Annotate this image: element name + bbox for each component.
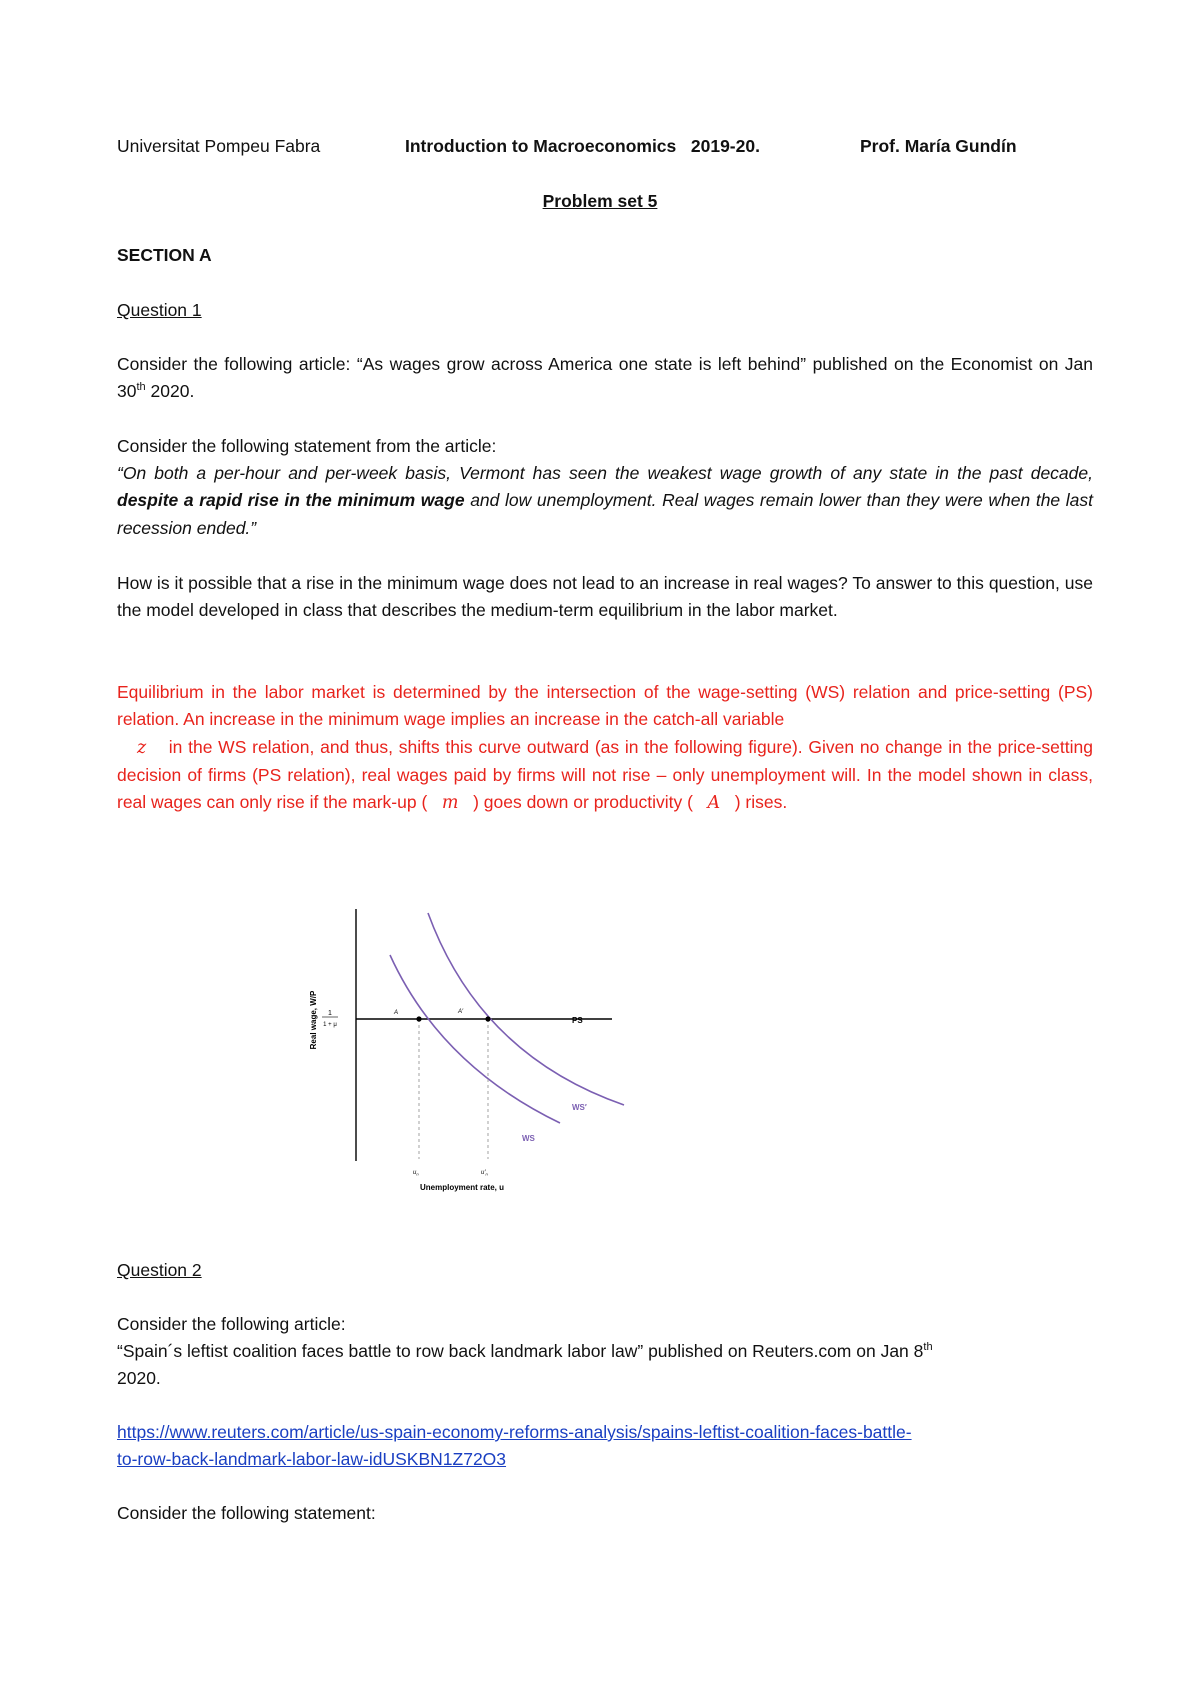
variable-z: z — [137, 737, 147, 758]
header-course — [405, 133, 760, 160]
header-course-name: Introduction to Macroeconomics — [405, 136, 677, 156]
header-university: Universitat Pompeu Fabra — [117, 136, 321, 156]
variable-m: m — [441, 793, 459, 814]
section-heading: SECTION A — [117, 245, 212, 265]
quote-text-end: and low unemployment. Real wages remain lower than they were when the last recession ended.” — [117, 490, 1093, 538]
question-1-intro — [117, 351, 1093, 406]
question-1-question: How is it possible that a rise in the minimum wage does not lead to an increase in real wages? To answer to this question, use the model developed in class that describes the medium-term equilibrium in the labor market. — [117, 573, 1093, 621]
u-n2-label — [481, 1170, 488, 1177]
question-2-lead: Consider the following article: — [117, 1314, 346, 1334]
article-superscript: th — [923, 1341, 933, 1354]
ps-level-denominator: 1 + μ — [323, 1022, 337, 1028]
u-n-symbol: u — [413, 1170, 417, 1176]
question-2-article-year: 2020. — [117, 1368, 161, 1388]
article-link-line-2[interactable]: to-row-back-landmark-labor-law-idUSKBN1Z72O3 — [117, 1449, 507, 1469]
intro-text-end: 2020. — [145, 381, 195, 402]
y-axis-label: Real wage, W/P — [309, 990, 318, 1050]
labor-market-figure — [300, 895, 760, 1195]
point-a-label: A — [394, 1010, 399, 1016]
answer-text-4: ) rises. — [734, 792, 788, 813]
answer-text-3: ) goes down or productivity ( — [473, 792, 693, 813]
intro-superscript: th — [136, 381, 146, 394]
question-1-heading: Question 1 — [117, 300, 202, 320]
x-axis-label: Unemployment rate, u — [419, 1183, 505, 1192]
u-n-label — [413, 1170, 419, 1177]
ws-shift-label: WS′ — [572, 1103, 587, 1112]
question-1-answer — [117, 679, 1093, 817]
point-a-marker — [416, 1016, 421, 1021]
point-a2-label: A′ — [458, 1009, 464, 1015]
question-2-statement-lead: Consider the following statement: — [117, 1503, 376, 1523]
ws-label: WS — [522, 1134, 535, 1143]
header-year: 2019-20. — [690, 136, 760, 156]
u-n2-symbol: u′ — [481, 1170, 486, 1176]
ws-curve — [390, 955, 560, 1123]
variable-a: A — [707, 793, 721, 814]
quote-emphasis: despite a rapid rise in the minimum wage — [117, 490, 465, 511]
question-1-quote — [117, 460, 1093, 542]
answer-text: Equilibrium in the labor market is determined by the intersection of the wage-setting (WS) relation and price-setting (PS) relation. An increase in the minimum wage implies an increase in the catch-all variable — [117, 682, 1093, 730]
question-2-heading: Question 2 — [117, 1260, 202, 1280]
question-1-statement-lead: Consider the following statement from the article: — [117, 436, 497, 456]
point-a2-marker — [485, 1016, 490, 1021]
u-n-subscript: n — [416, 1171, 419, 1177]
ps-level-numerator: 1 — [328, 1010, 332, 1017]
header-professor: Prof. María Gundín — [860, 136, 1017, 156]
article-text: “Spain´s leftist coalition faces battle to row back landmark labor law” published on Reuters.com on Jan 8 — [117, 1341, 924, 1361]
question-2-article — [117, 1338, 933, 1365]
quote-text: “On both a per-hour and per-week basis, Vermont has seen the weakest wage growth of any state in the past decade, — [117, 463, 1093, 483]
article-link-line-1[interactable]: https://www.reuters.com/article/us-spain-economy-reforms-analysis/spains-leftist-coalition-faces-battle- — [117, 1422, 912, 1442]
answer-text-2: in the WS relation, and thus, shifts this curve outward (as in the following figure). Given no change in the price-setting decision of firms (PS relation), real wages paid by firms will not rise – only unemployment will. In the model shown in class, real wages can only rise if the mark-up ( — [117, 736, 1093, 813]
u-n2-subscript: n — [485, 1171, 488, 1177]
page-title: Problem set 5 — [542, 191, 658, 211]
intro-text: Consider the following article: “As wages grow across America one state is left behind” published on the Economist on Jan 30 — [117, 354, 1093, 402]
ps-label: PS — [572, 1016, 583, 1025]
